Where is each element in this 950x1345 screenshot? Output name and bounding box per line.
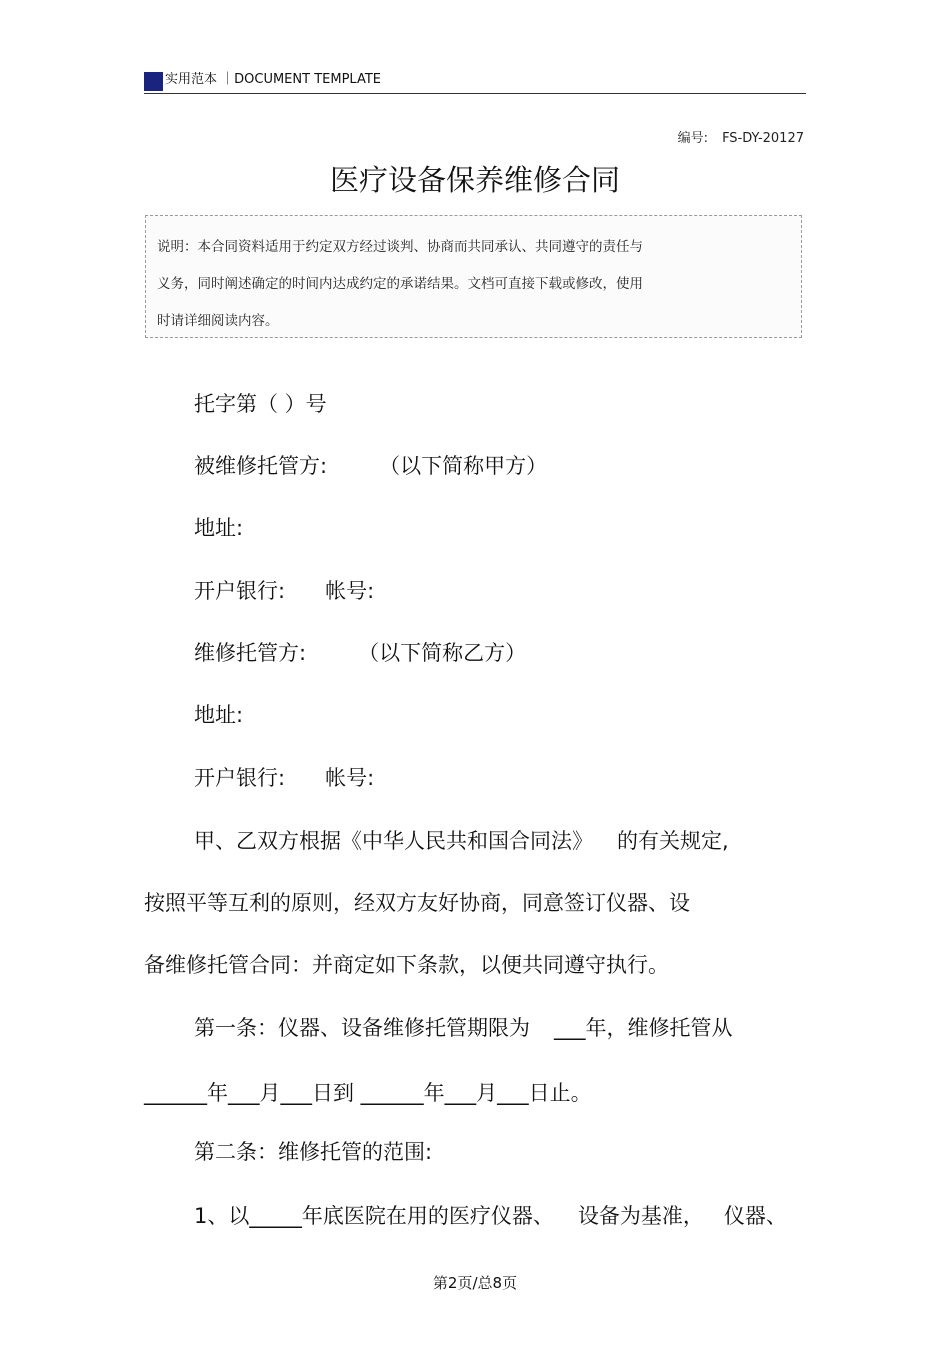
header-logo-square xyxy=(144,72,163,91)
party-a-label: 被维修托管方: xyxy=(194,454,328,478)
party-a-note: （以下简称甲方） xyxy=(379,454,548,478)
article-2-line: 第二条：维修托管的范围: xyxy=(194,1140,433,1164)
party-a-address: 地址: xyxy=(194,516,244,540)
party-b-address: 地址: xyxy=(194,703,244,727)
note-text xyxy=(157,229,757,340)
intro-line-1 xyxy=(194,827,729,855)
article-1-text: 第一条：仪器、设备维修托管期限为 xyxy=(194,1016,530,1040)
party-b-bank-label: 开户银行: xyxy=(194,766,286,790)
page-footer: 第2页/总8页 xyxy=(432,1274,518,1292)
intro-line-3: 备维修托管合同：并商定如下条款，以便共同遵守执行。 xyxy=(144,953,669,977)
party-b-note: （以下简称乙方） xyxy=(358,641,527,665)
article-1-line xyxy=(194,1014,733,1042)
note-line: 义务，同时阐述确定的时间内达成约定的承诺结果。文档可直接下载或修改，使用 xyxy=(157,276,643,292)
document-header xyxy=(144,70,806,94)
item-1-text: 1、以_____年底医院在用的医疗仪器、 xyxy=(194,1204,554,1228)
party-b-line xyxy=(194,639,526,667)
party-a-line xyxy=(194,452,547,480)
intro-text: 的有关规定, xyxy=(617,829,729,853)
party-b-bank-line xyxy=(194,764,374,792)
item-1-line xyxy=(194,1202,787,1230)
header-rule xyxy=(144,93,806,94)
document-number-label: 编号: xyxy=(677,131,709,146)
note-line: 说明：本合同资料适用于约定双方经过谈判、协商而共同承认、共同遵守的责任与 xyxy=(157,239,643,255)
note-line: 时请详细阅读内容。 xyxy=(157,313,279,329)
party-a-bank-label: 开户银行: xyxy=(194,579,286,603)
header-text: 实用范本 ｜DOCUMENT TEMPLATE xyxy=(165,72,381,87)
intro-text: 甲、乙双方根据《中华人民共和国合同法》 xyxy=(194,829,593,853)
intro-line-2: 按照平等互利的原则，经双方友好协商，同意签订仪器、设 xyxy=(144,891,690,915)
document-number xyxy=(678,127,804,146)
party-a-account-label: 帐号: xyxy=(325,579,375,603)
document-number-value: FS-DY-20127 xyxy=(722,131,804,146)
item-1-text: 设备为基准， xyxy=(577,1204,704,1228)
item-1-text: 仪器、 xyxy=(723,1204,787,1228)
contract-number-line: 托字第（ ）号 xyxy=(194,392,327,416)
note-box xyxy=(145,215,802,338)
article-1-dates: ______年___月___日到 ______年___月___日止。 xyxy=(144,1081,592,1105)
party-b-label: 维修托管方: xyxy=(194,641,307,665)
party-b-account-label: 帐号: xyxy=(325,766,375,790)
article-1-text: ___年，维修托管从 xyxy=(554,1016,733,1040)
document-title: 医疗设备保养维修合同 xyxy=(329,163,620,197)
party-a-bank-line xyxy=(194,577,374,605)
